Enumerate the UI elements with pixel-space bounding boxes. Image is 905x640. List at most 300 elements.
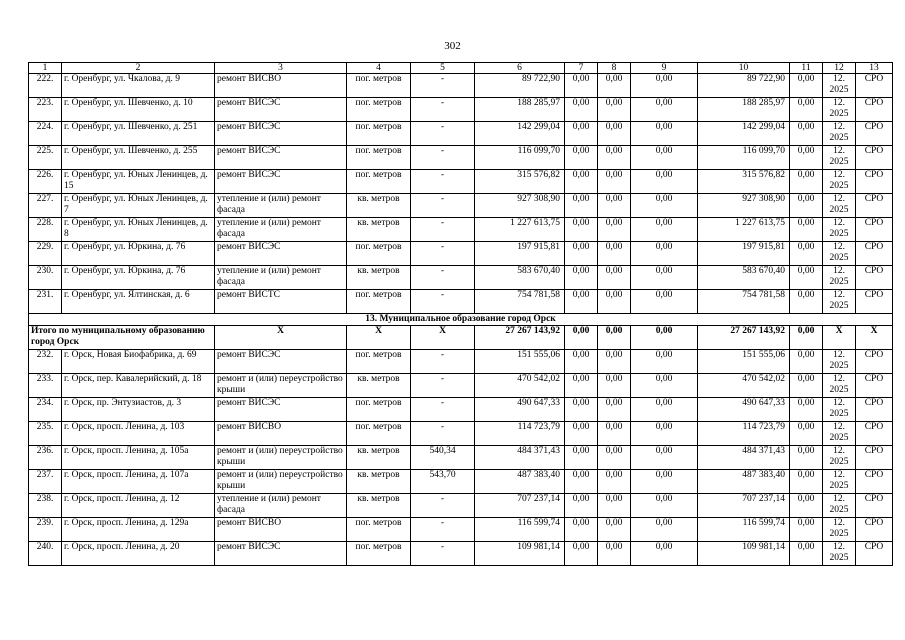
table-cell: 0,00 [790, 350, 823, 374]
table-cell: 236. [29, 446, 62, 470]
table-cell: 237. [29, 470, 62, 494]
table-cell: 0,00 [631, 266, 698, 290]
table-cell: СРО [856, 494, 893, 518]
table-cell: 0,00 [565, 422, 598, 446]
table-cell: 0,00 [598, 74, 631, 98]
table-cell: 12. 2025 [823, 170, 856, 194]
table-cell: 223. [29, 98, 62, 122]
table-cell: 188 285,97 [475, 98, 565, 122]
table-cell: г. Орск, просп. Ленина, д. 12 [62, 494, 215, 518]
table-cell: 0,00 [565, 146, 598, 170]
table-cell: 0,00 [565, 218, 598, 242]
total-cell: X [856, 326, 893, 350]
table-cell: 543,70 [411, 470, 475, 494]
table-cell: г. Оренбург, ул. Шевченко, д. 251 [62, 122, 215, 146]
table-cell: СРО [856, 194, 893, 218]
table-cell: 225. [29, 146, 62, 170]
table-cell: 0,00 [565, 290, 598, 314]
table-cell: 0,00 [565, 374, 598, 398]
table-cell: 315 576,82 [475, 170, 565, 194]
section-title: 13. Муниципальное образование город Орск [29, 314, 893, 326]
table-cell: 490 647,33 [475, 398, 565, 422]
table-body-orenburg [29, 74, 893, 314]
table-cell: кв. метров [347, 266, 411, 290]
table-cell: утепление и (или) ремонт фасада [215, 194, 347, 218]
table-cell: 583 670,40 [698, 266, 790, 290]
table-cell: 12. 2025 [823, 122, 856, 146]
table-cell: 470 542,02 [698, 374, 790, 398]
col-header: 9 [631, 63, 698, 74]
col-header: 12 [823, 63, 856, 74]
table-cell: 12. 2025 [823, 98, 856, 122]
table-cell: СРО [856, 518, 893, 542]
table-cell: 0,00 [790, 290, 823, 314]
table-cell: 484 371,43 [698, 446, 790, 470]
table-cell: 0,00 [790, 74, 823, 98]
table-cell: - [411, 518, 475, 542]
table-cell: 0,00 [790, 242, 823, 266]
table-cell: 228. [29, 218, 62, 242]
table-cell: пог. метров [347, 242, 411, 266]
table-cell: 490 647,33 [698, 398, 790, 422]
table-cell: - [411, 122, 475, 146]
table-cell: 12. 2025 [823, 350, 856, 374]
col-header: 11 [790, 63, 823, 74]
table-cell: - [411, 98, 475, 122]
table-cell: ремонт и (или) переустройство крыши [215, 470, 347, 494]
table-cell: кв. метров [347, 446, 411, 470]
table-cell: 151 555,06 [698, 350, 790, 374]
col-header: 6 [475, 63, 565, 74]
table-cell: г. Оренбург, ул. Чкалова, д. 9 [62, 74, 215, 98]
table-cell: 0,00 [790, 446, 823, 470]
table-cell: 0,00 [790, 422, 823, 446]
table-cell: 227. [29, 194, 62, 218]
table-cell: 0,00 [631, 146, 698, 170]
table-cell: пог. метров [347, 422, 411, 446]
table-cell: пог. метров [347, 74, 411, 98]
table-cell: 0,00 [565, 170, 598, 194]
col-header: 10 [698, 63, 790, 74]
col-header: 5 [411, 63, 475, 74]
table-cell: 0,00 [565, 98, 598, 122]
table-row [29, 290, 893, 314]
section-header-row [29, 314, 893, 326]
table-cell: 12. 2025 [823, 74, 856, 98]
table-row [29, 170, 893, 194]
table-cell: ремонт и (или) переустройство крыши [215, 446, 347, 470]
total-cell: 0,00 [598, 326, 631, 350]
table-cell: 0,00 [598, 494, 631, 518]
table-cell: 12. 2025 [823, 218, 856, 242]
total-row [29, 326, 893, 350]
table-cell: ремонт ВИСЭС [215, 242, 347, 266]
table-cell: ремонт ВИСЭС [215, 398, 347, 422]
total-cell: X [215, 326, 347, 350]
table-cell: 12. 2025 [823, 470, 856, 494]
table-row [29, 350, 893, 374]
table-cell: 0,00 [631, 242, 698, 266]
table-cell: 0,00 [631, 518, 698, 542]
table-cell: - [411, 542, 475, 566]
table-cell: 0,00 [565, 494, 598, 518]
table-cell: - [411, 350, 475, 374]
table-cell: СРО [856, 122, 893, 146]
page-number: 302 [444, 40, 461, 52]
table-cell: 707 237,14 [475, 494, 565, 518]
table-cell: - [411, 266, 475, 290]
table-body-section [29, 314, 893, 350]
table-cell: 12. 2025 [823, 242, 856, 266]
table-cell: 12. 2025 [823, 398, 856, 422]
table-cell: 754 781,58 [475, 290, 565, 314]
table-cell: ремонт ВИСЭС [215, 542, 347, 566]
table-cell: 232. [29, 350, 62, 374]
table-cell: ремонт ВИСЭС [215, 350, 347, 374]
table-cell: 233. [29, 374, 62, 398]
table-cell: 0,00 [631, 422, 698, 446]
table-cell: - [411, 422, 475, 446]
table-cell: 0,00 [631, 218, 698, 242]
col-header: 13 [856, 63, 893, 74]
table-cell: 0,00 [598, 542, 631, 566]
table-cell: г. Орск, пер. Кавалерийский, д. 18 [62, 374, 215, 398]
table-cell: г. Оренбург, ул. Юркина, д. 76 [62, 266, 215, 290]
table-cell: г. Орск, Новая Биофабрика, д. 69 [62, 350, 215, 374]
table-cell: 238. [29, 494, 62, 518]
col-header: 3 [215, 63, 347, 74]
table-cell: 0,00 [790, 374, 823, 398]
table-cell: пог. метров [347, 542, 411, 566]
table-cell: 197 915,81 [698, 242, 790, 266]
table-cell: кв. метров [347, 494, 411, 518]
table-cell: ремонт ВИСВО [215, 518, 347, 542]
table-cell: 0,00 [598, 350, 631, 374]
table-cell: ремонт ВИСТС [215, 290, 347, 314]
table-cell: г. Оренбург, ул. Юных Ленинцев, д. 8 [62, 218, 215, 242]
table-cell: - [411, 494, 475, 518]
table-cell: 151 555,06 [475, 350, 565, 374]
table-row [29, 74, 893, 98]
table-cell: 0,00 [565, 74, 598, 98]
table-cell: 0,00 [565, 122, 598, 146]
table-cell: 0,00 [598, 398, 631, 422]
col-header: 7 [565, 63, 598, 74]
table-cell: 222. [29, 74, 62, 98]
table-body-orsk [29, 350, 893, 566]
table-row [29, 122, 893, 146]
table-cell: 0,00 [631, 74, 698, 98]
table-cell: г. Орск, просп. Ленина, д. 105а [62, 446, 215, 470]
table-cell: 231. [29, 290, 62, 314]
table-cell: - [411, 290, 475, 314]
table-row [29, 98, 893, 122]
table-cell: СРО [856, 374, 893, 398]
table-cell: СРО [856, 266, 893, 290]
table-row [29, 422, 893, 446]
table-cell: 0,00 [598, 446, 631, 470]
table-cell: 0,00 [598, 518, 631, 542]
table-cell: г. Орск, просп. Ленина, д. 107а [62, 470, 215, 494]
table-cell: 234. [29, 398, 62, 422]
table-cell: 470 542,02 [475, 374, 565, 398]
table-cell: СРО [856, 242, 893, 266]
table-cell: СРО [856, 170, 893, 194]
table-cell: кв. метров [347, 470, 411, 494]
table-cell: г. Орск, просп. Ленина, д. 129а [62, 518, 215, 542]
col-header: 4 [347, 63, 411, 74]
total-cell: 0,00 [631, 326, 698, 350]
table-row [29, 446, 893, 470]
table-cell: - [411, 242, 475, 266]
table-cell: пог. метров [347, 122, 411, 146]
table-cell: СРО [856, 74, 893, 98]
table-cell: СРО [856, 422, 893, 446]
table-row [29, 242, 893, 266]
table-cell: 1 227 613,75 [475, 218, 565, 242]
table-cell: 0,00 [631, 542, 698, 566]
table-cell: 89 722,90 [698, 74, 790, 98]
table-cell: 0,00 [565, 194, 598, 218]
table-cell: 12. 2025 [823, 518, 856, 542]
table-cell: 487 383,40 [475, 470, 565, 494]
table-cell: 109 981,14 [698, 542, 790, 566]
table-cell: 0,00 [565, 242, 598, 266]
table-cell: СРО [856, 146, 893, 170]
table-cell: 89 722,90 [475, 74, 565, 98]
total-cell: X [347, 326, 411, 350]
table-cell: 0,00 [565, 518, 598, 542]
table-cell: 12. 2025 [823, 194, 856, 218]
table-cell: 114 723,79 [698, 422, 790, 446]
table-cell: 224. [29, 122, 62, 146]
table-cell: 0,00 [790, 122, 823, 146]
table-cell: ремонт ВИСЭС [215, 170, 347, 194]
table-cell: г. Орск, пр. Энтузиастов, д. 3 [62, 398, 215, 422]
table-cell: 0,00 [598, 194, 631, 218]
table-cell: 1 227 613,75 [698, 218, 790, 242]
col-header: 2 [62, 63, 215, 74]
table-cell: СРО [856, 542, 893, 566]
table-cell: 0,00 [790, 518, 823, 542]
table-cell: 12. 2025 [823, 374, 856, 398]
table-cell: пог. метров [347, 518, 411, 542]
table-cell: СРО [856, 470, 893, 494]
table-cell: 12. 2025 [823, 494, 856, 518]
table-cell: 0,00 [631, 374, 698, 398]
table-cell: 116 099,70 [475, 146, 565, 170]
table-cell: 235. [29, 422, 62, 446]
table-cell: пог. метров [347, 290, 411, 314]
table-cell: пог. метров [347, 170, 411, 194]
table-cell: 0,00 [790, 170, 823, 194]
table-cell: ремонт ВИСВО [215, 422, 347, 446]
total-cell: X [411, 326, 475, 350]
table-cell: 12. 2025 [823, 422, 856, 446]
table-cell: 0,00 [631, 446, 698, 470]
table-cell: г. Оренбург, ул. Ялтинская, д. 6 [62, 290, 215, 314]
table-cell: - [411, 74, 475, 98]
table-cell: СРО [856, 350, 893, 374]
table-cell: 0,00 [598, 266, 631, 290]
table-cell: - [411, 398, 475, 422]
table-cell: - [411, 374, 475, 398]
table-cell: 12. 2025 [823, 146, 856, 170]
table-cell: 0,00 [631, 494, 698, 518]
table-cell: ремонт и (или) переустройство крыши [215, 374, 347, 398]
table-cell: г. Оренбург, ул. Юных Ленинцев, д. 7 [62, 194, 215, 218]
column-number-header [29, 63, 893, 74]
table-cell: 226. [29, 170, 62, 194]
table-cell: кв. метров [347, 374, 411, 398]
table-cell: утепление и (или) ремонт фасада [215, 218, 347, 242]
table-cell: 0,00 [790, 542, 823, 566]
col-header: 1 [29, 63, 62, 74]
table-cell: 0,00 [598, 122, 631, 146]
repair-program-table [28, 62, 893, 566]
table-cell: 0,00 [631, 170, 698, 194]
table-cell: утепление и (или) ремонт фасада [215, 494, 347, 518]
table-cell: г. Орск, просп. Ленина, д. 103 [62, 422, 215, 446]
table-cell: пог. метров [347, 146, 411, 170]
table-cell: г. Орск, просп. Ленина, д. 20 [62, 542, 215, 566]
table-row [29, 398, 893, 422]
table-cell: кв. метров [347, 194, 411, 218]
table-cell: СРО [856, 446, 893, 470]
table-cell: 0,00 [631, 290, 698, 314]
table-cell: 240. [29, 542, 62, 566]
table-cell: 0,00 [631, 194, 698, 218]
table-cell: 0,00 [598, 470, 631, 494]
total-cell: 27 267 143,92 [698, 326, 790, 350]
table-cell: 0,00 [790, 398, 823, 422]
table-cell: 116 599,74 [475, 518, 565, 542]
table-cell: ремонт ВИСЭС [215, 146, 347, 170]
table-cell: ремонт ВИСЭС [215, 122, 347, 146]
total-cell: X [823, 326, 856, 350]
table-cell: г. Оренбург, ул. Юных Ленинцев, д. 15 [62, 170, 215, 194]
table-cell: 0,00 [790, 494, 823, 518]
table-cell: ремонт ВИСВО [215, 74, 347, 98]
table-cell: г. Оренбург, ул. Юркина, д. 76 [62, 242, 215, 266]
table-cell: 0,00 [565, 470, 598, 494]
table-cell: 754 781,58 [698, 290, 790, 314]
table-cell: - [411, 194, 475, 218]
table-cell: 0,00 [598, 290, 631, 314]
table-cell: 114 723,79 [475, 422, 565, 446]
table-cell: 197 915,81 [475, 242, 565, 266]
table-cell: 109 981,14 [475, 542, 565, 566]
table-cell: 707 237,14 [698, 494, 790, 518]
table-cell: 0,00 [565, 350, 598, 374]
table-cell: 583 670,40 [475, 266, 565, 290]
table-cell: 12. 2025 [823, 266, 856, 290]
table-cell: 0,00 [790, 266, 823, 290]
table-cell: 927 308,90 [698, 194, 790, 218]
table-cell: 315 576,82 [698, 170, 790, 194]
table-cell: 229. [29, 242, 62, 266]
table-cell: 142 299,04 [698, 122, 790, 146]
total-cell: 0,00 [565, 326, 598, 350]
table-cell: 0,00 [598, 242, 631, 266]
table-cell: 239. [29, 518, 62, 542]
table-row [29, 374, 893, 398]
table-cell: 0,00 [598, 218, 631, 242]
table-cell: 116 599,74 [698, 518, 790, 542]
table-cell: - [411, 170, 475, 194]
table-row [29, 494, 893, 518]
table-cell: - [411, 146, 475, 170]
col-header: 8 [598, 63, 631, 74]
table-cell: 0,00 [790, 470, 823, 494]
table-cell: 540,34 [411, 446, 475, 470]
table-cell: СРО [856, 290, 893, 314]
table-cell: пог. метров [347, 398, 411, 422]
table-cell: 0,00 [598, 422, 631, 446]
table-cell: 484 371,43 [475, 446, 565, 470]
table-cell: 0,00 [598, 374, 631, 398]
table-cell: 142 299,04 [475, 122, 565, 146]
table-cell: - [411, 218, 475, 242]
table-row [29, 146, 893, 170]
table-cell: пог. метров [347, 98, 411, 122]
table-row [29, 518, 893, 542]
table-cell: 0,00 [631, 350, 698, 374]
total-cell: 0,00 [790, 326, 823, 350]
total-cell: 27 267 143,92 [475, 326, 565, 350]
table-cell: 0,00 [565, 446, 598, 470]
table-cell: 0,00 [598, 98, 631, 122]
table-cell: 487 383,40 [698, 470, 790, 494]
table-cell: СРО [856, 98, 893, 122]
table-row [29, 266, 893, 290]
table-cell: г. Оренбург, ул. Шевченко, д. 10 [62, 98, 215, 122]
table-cell: СРО [856, 398, 893, 422]
table-cell: кв. метров [347, 218, 411, 242]
table-cell: 0,00 [565, 266, 598, 290]
table-cell: СРО [856, 218, 893, 242]
table-cell: 0,00 [598, 170, 631, 194]
table-row [29, 218, 893, 242]
table-cell: 0,00 [598, 146, 631, 170]
table-cell: 0,00 [631, 98, 698, 122]
table-row [29, 542, 893, 566]
table-cell: 230. [29, 266, 62, 290]
table-cell: 0,00 [790, 98, 823, 122]
table-cell: 0,00 [631, 470, 698, 494]
table-cell: 12. 2025 [823, 542, 856, 566]
table-cell: пог. метров [347, 350, 411, 374]
table-cell: 0,00 [790, 146, 823, 170]
table-cell: 0,00 [790, 218, 823, 242]
table-cell: 188 285,97 [698, 98, 790, 122]
table-cell: 0,00 [631, 398, 698, 422]
table-cell: г. Оренбург, ул. Шевченко, д. 255 [62, 146, 215, 170]
table-cell: 0,00 [565, 398, 598, 422]
table-cell: 927 308,90 [475, 194, 565, 218]
table-row [29, 470, 893, 494]
table-cell: утепление и (или) ремонт фасада [215, 266, 347, 290]
table-cell: 12. 2025 [823, 446, 856, 470]
table-cell: ремонт ВИСЭС [215, 98, 347, 122]
table-cell: 0,00 [631, 122, 698, 146]
table-cell: 12. 2025 [823, 290, 856, 314]
table-row [29, 194, 893, 218]
table-cell: 0,00 [565, 542, 598, 566]
table-cell: 0,00 [790, 194, 823, 218]
total-label: Итого по муниципальному образованию город Орск [29, 326, 215, 350]
table-cell: 116 099,70 [698, 146, 790, 170]
